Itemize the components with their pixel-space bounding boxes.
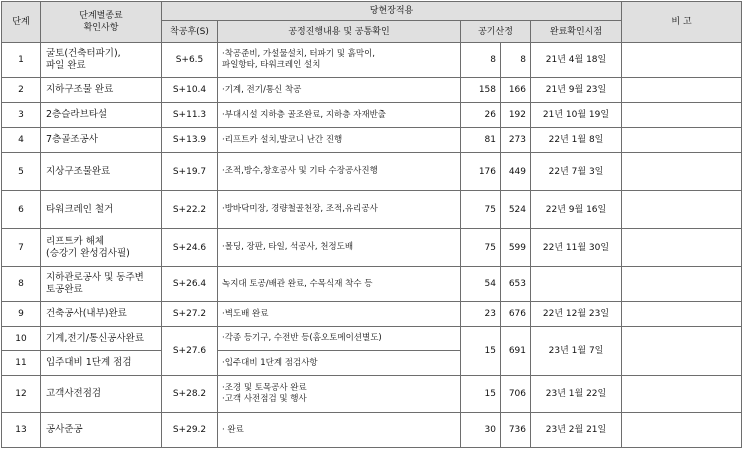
offset-cell: S+10.4 bbox=[162, 78, 218, 103]
header-stage bbox=[41, 2, 162, 43]
stage-cell: 기계,전기/통신공사완료 bbox=[41, 327, 162, 351]
header-stage-line1: 단계별종료 bbox=[79, 11, 123, 21]
offset-cell: S+24.6 bbox=[162, 229, 218, 267]
content-cell: ·각종 등기구, 수전반 등(홈오토메이션별도) bbox=[218, 327, 461, 351]
table-row bbox=[2, 128, 742, 153]
remarks-cell bbox=[622, 302, 742, 327]
offset-cell: S+22.2 bbox=[162, 191, 218, 229]
days-cell: 75 bbox=[461, 229, 501, 267]
offset-cell: S+11.3 bbox=[162, 103, 218, 128]
cumulative-cell: 273 bbox=[501, 128, 531, 153]
days-cell: 23 bbox=[461, 302, 501, 327]
content-cell: ·리프트카 설치,발코니 난간 진행 bbox=[218, 128, 461, 153]
step-cell: 13 bbox=[2, 413, 41, 448]
header-row-1 bbox=[2, 2, 742, 21]
days-cell: 158 bbox=[461, 78, 501, 103]
days-cell: 81 bbox=[461, 128, 501, 153]
offset-cell: S+29.2 bbox=[162, 413, 218, 448]
header-start-offset: 착공후(S) bbox=[162, 21, 218, 43]
remarks-cell bbox=[622, 153, 742, 191]
cumulative-cell: 524 bbox=[501, 191, 531, 229]
days-cell: 75 bbox=[461, 191, 501, 229]
step-cell: 1 bbox=[2, 43, 41, 78]
remarks-cell bbox=[622, 103, 742, 128]
content-cell: ·조적,방수,창호공사 및 기타 수장공사진행 bbox=[218, 153, 461, 191]
date-cell: 23년 1월 22일 bbox=[531, 376, 622, 413]
remarks-cell bbox=[622, 229, 742, 267]
remarks-cell bbox=[622, 327, 742, 376]
content-line: ·조경 및 토목공사 완료 bbox=[222, 383, 307, 393]
header-step: 단계 bbox=[2, 2, 41, 43]
content-line: ·착공준비, 가설물설치, 터파기 및 흙막이, bbox=[222, 49, 375, 59]
date-cell: 22년 11월 30일 bbox=[531, 229, 622, 267]
content-line: 파일항타, 타워크레인 설치 bbox=[222, 60, 321, 70]
stage-cell: 2층슬라브타설 bbox=[41, 103, 162, 128]
cumulative-cell: 653 bbox=[501, 267, 531, 302]
cumulative-cell: 449 bbox=[501, 153, 531, 191]
offset-cell: S+27.6 bbox=[162, 327, 218, 376]
content-cell bbox=[218, 376, 461, 413]
step-cell: 6 bbox=[2, 191, 41, 229]
content-cell: 녹지대 토공/배관 완료, 수목식재 착수 등 bbox=[218, 267, 461, 302]
remarks-cell bbox=[622, 128, 742, 153]
stage-line: 파일 완료 bbox=[46, 60, 86, 71]
header-remarks: 비 고 bbox=[622, 2, 742, 43]
days-cell: 30 bbox=[461, 413, 501, 448]
table-row bbox=[2, 191, 742, 229]
stage-line: (승강기 완성검사필) bbox=[46, 247, 130, 259]
cumulative-cell: 736 bbox=[501, 413, 531, 448]
step-cell: 10 bbox=[2, 327, 41, 351]
date-cell: 22년 12월 23일 bbox=[531, 302, 622, 327]
offset-cell: S+13.9 bbox=[162, 128, 218, 153]
date-cell: 23년 1월 7일 bbox=[531, 327, 622, 376]
stage-cell: 입주대비 1단계 점검 bbox=[41, 351, 162, 376]
remarks-cell bbox=[622, 78, 742, 103]
step-cell: 8 bbox=[2, 267, 41, 302]
stage-line: 지하관로공사 및 동주변 bbox=[46, 272, 144, 283]
content-cell: · 완료 bbox=[218, 413, 461, 448]
date-cell: 22년 1월 8일 bbox=[531, 128, 622, 153]
step-cell: 5 bbox=[2, 153, 41, 191]
offset-cell: S+6.5 bbox=[162, 43, 218, 78]
table-row bbox=[2, 103, 742, 128]
step-cell: 7 bbox=[2, 229, 41, 267]
cumulative-cell: 676 bbox=[501, 302, 531, 327]
days-cell: 15 bbox=[461, 327, 501, 376]
stage-cell: 건축공사(내부)완료 bbox=[41, 302, 162, 327]
stage-cell: 고객사전점검 bbox=[41, 376, 162, 413]
content-cell: ·입주대비 1단계 점검사항 bbox=[218, 351, 461, 376]
cumulative-cell: 599 bbox=[501, 229, 531, 267]
date-cell: 21년 4월 18일 bbox=[531, 43, 622, 78]
remarks-cell bbox=[622, 267, 742, 302]
date-cell bbox=[531, 267, 622, 302]
stage-cell bbox=[41, 267, 162, 302]
remarks-cell bbox=[622, 43, 742, 78]
offset-cell: S+19.7 bbox=[162, 153, 218, 191]
offset-cell: S+26.4 bbox=[162, 267, 218, 302]
stage-line: 굴토(건축터파기), bbox=[46, 48, 121, 59]
header-duration: 공기산정 bbox=[461, 21, 531, 43]
header-group: 당현장적용 bbox=[162, 2, 622, 21]
table-row bbox=[2, 78, 742, 103]
content-cell: ·벽도배 완료 bbox=[218, 302, 461, 327]
days-cell: 26 bbox=[461, 103, 501, 128]
date-cell: 23년 2월 21일 bbox=[531, 413, 622, 448]
offset-cell: S+27.2 bbox=[162, 302, 218, 327]
table-row bbox=[2, 229, 742, 267]
content-line: ·고객 사전점검 및 행사 bbox=[222, 394, 307, 404]
offset-cell: S+28.2 bbox=[162, 376, 218, 413]
remarks-cell bbox=[622, 376, 742, 413]
date-cell: 22년 9월 16일 bbox=[531, 191, 622, 229]
cumulative-cell: 166 bbox=[501, 78, 531, 103]
stage-cell: 타워크레인 철거 bbox=[41, 191, 162, 229]
stage-cell bbox=[41, 229, 162, 267]
step-cell: 11 bbox=[2, 351, 41, 376]
content-cell: ·부대시설 지하층 골조완료, 지하층 자재반출 bbox=[218, 103, 461, 128]
step-cell: 3 bbox=[2, 103, 41, 128]
remarks-cell bbox=[622, 191, 742, 229]
step-cell: 12 bbox=[2, 376, 41, 413]
cumulative-cell: 706 bbox=[501, 376, 531, 413]
days-cell: 176 bbox=[461, 153, 501, 191]
step-cell: 9 bbox=[2, 302, 41, 327]
stage-line: 리프트카 해체 bbox=[46, 235, 105, 247]
days-cell: 54 bbox=[461, 267, 501, 302]
table-row bbox=[2, 376, 742, 413]
table-row bbox=[2, 43, 742, 78]
table-row bbox=[2, 302, 742, 327]
days-cell: 15 bbox=[461, 376, 501, 413]
days-cell: 8 bbox=[461, 43, 501, 78]
content-cell bbox=[218, 43, 461, 78]
content-cell: ·방바닥미장, 경량철골천장, 조적,유리공사 bbox=[218, 191, 461, 229]
header-content: 공정진행내용 및 공통확인 bbox=[218, 21, 461, 43]
table-row bbox=[2, 327, 742, 351]
header-stage-line2: 확인사항 bbox=[83, 23, 119, 33]
content-cell: ·몰딩, 장판, 타일, 석공사, 천정도배 bbox=[218, 229, 461, 267]
table-row bbox=[2, 153, 742, 191]
content-cell: ·기계, 전기/통신 착공 bbox=[218, 78, 461, 103]
table-row bbox=[2, 267, 742, 302]
date-cell: 21년 9월 23일 bbox=[531, 78, 622, 103]
remarks-cell bbox=[622, 413, 742, 448]
step-cell: 2 bbox=[2, 78, 41, 103]
step-cell: 4 bbox=[2, 128, 41, 153]
schedule-table bbox=[1, 1, 742, 448]
stage-line: 토공완료 bbox=[46, 284, 83, 295]
stage-cell: 지상구조물완료 bbox=[41, 153, 162, 191]
cumulative-cell: 691 bbox=[501, 327, 531, 376]
cumulative-cell: 8 bbox=[501, 43, 531, 78]
stage-cell: 7층골조공사 bbox=[41, 128, 162, 153]
header-completion-date: 완료확인시점 bbox=[531, 21, 622, 43]
date-cell: 21년 10월 19일 bbox=[531, 103, 622, 128]
cumulative-cell: 192 bbox=[501, 103, 531, 128]
stage-cell bbox=[41, 43, 162, 78]
table-row bbox=[2, 413, 742, 448]
stage-cell: 지하구조물 완료 bbox=[41, 78, 162, 103]
stage-cell: 공사준공 bbox=[41, 413, 162, 448]
date-cell: 22년 7월 3일 bbox=[531, 153, 622, 191]
